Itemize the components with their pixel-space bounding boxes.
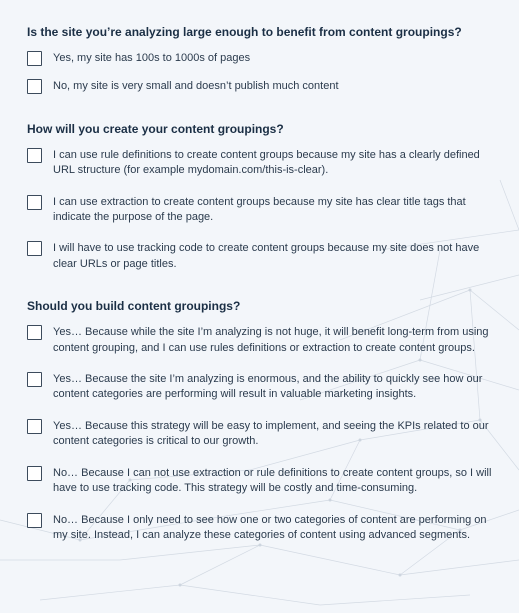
option-item (27, 372, 497, 403)
checkbox[interactable] (27, 372, 42, 387)
option-item (27, 513, 497, 544)
question-heading: How will you create your content groupings? (27, 121, 284, 136)
checkbox[interactable] (27, 419, 42, 434)
checkbox[interactable] (27, 79, 42, 94)
option-item (27, 325, 497, 356)
option-item (27, 241, 497, 272)
option-label: Yes… Because this strategy will be easy to implement, and seeing the KPIs related to our content categories is critical to our growth. (53, 419, 489, 448)
section-grouping-method (27, 122, 497, 272)
checkbox[interactable] (27, 241, 42, 256)
options-list (27, 51, 497, 95)
option-label: Yes… Because while the site I’m analyzing is not huge, it will benefit long-term from using content grouping, and I can use rules definitions or extraction to create content groups. (53, 326, 489, 354)
checkbox[interactable] (27, 513, 42, 528)
option-label: Yes, my site has 100s to 1000s of pages (53, 52, 251, 64)
checkbox[interactable] (27, 466, 42, 481)
option-item (27, 148, 497, 179)
options-list (27, 325, 497, 543)
option-label: No… Because I can not use extraction or rule definitions to create content groups, so I will have to use tracking code. This strategy will be costly and time-consuming. (53, 466, 492, 495)
section-site-size (27, 0, 497, 95)
checkbox[interactable] (27, 325, 42, 340)
section-build-decision (27, 299, 497, 543)
checkbox[interactable] (27, 195, 42, 210)
checkbox[interactable] (27, 51, 42, 66)
option-label: No… Because I only need to see how one or two categories of content are performing on my site. Instead, I can analyze these categories of content using advanced segments. (53, 513, 487, 541)
option-item (27, 419, 497, 450)
option-label: I will have to use tracking code to create content groups because my site does not have clear URLs or page titles. (53, 242, 480, 270)
checkbox[interactable] (27, 148, 42, 163)
question-heading: Should you build content groupings? (27, 299, 241, 314)
options-list (27, 148, 497, 272)
question-heading: Is the site you’re analyzing large enough to benefit from content groupings? (27, 25, 462, 39)
option-item (27, 466, 497, 497)
option-item (27, 79, 497, 94)
option-label: Yes… Because the site I’m analyzing is enormous, and the ability to quickly see how our content categories are performing will result in valuable marketing insights. (53, 373, 483, 401)
option-label: I can use rule definitions to create content groups because my site has a clearly defined URL structure (for example mydomain.com/this-is-clear). (53, 148, 480, 177)
option-label: No, my site is very small and doesn’t publish much content (53, 80, 339, 93)
option-item (27, 51, 497, 66)
option-label: I can use extraction to create content groups because my site has clear title tags that indicate the purpose of the page. (53, 195, 466, 224)
option-item (27, 195, 497, 226)
